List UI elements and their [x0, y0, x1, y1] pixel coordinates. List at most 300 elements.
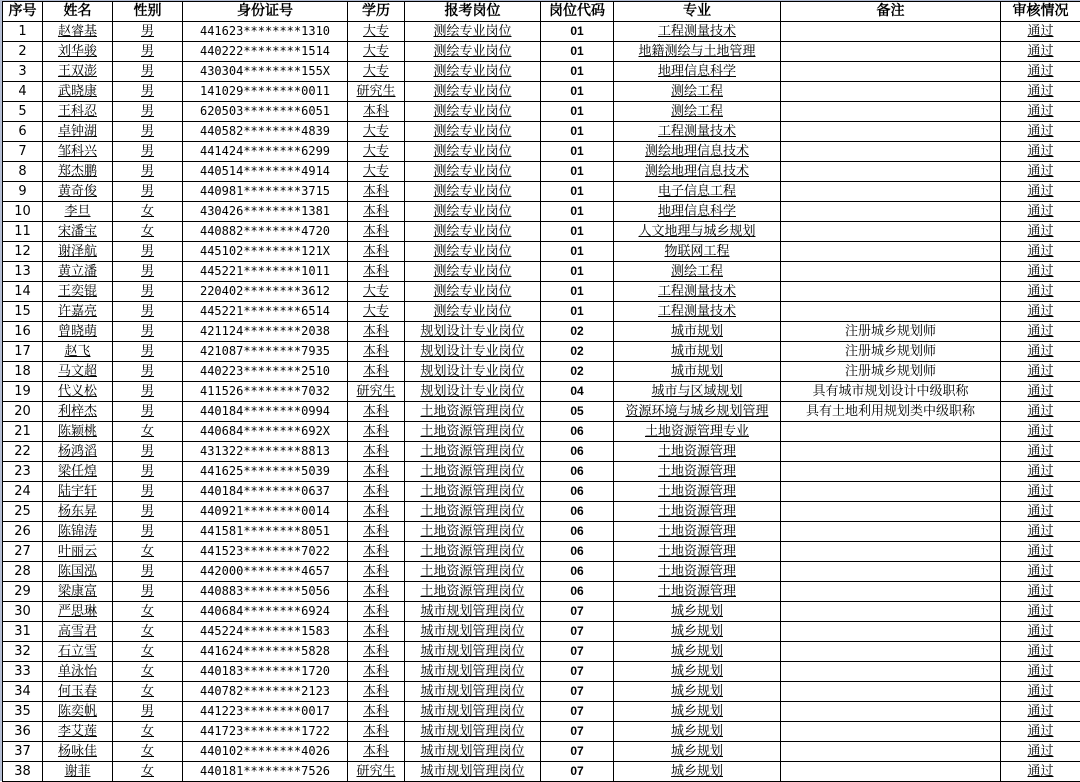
post-cell[interactable]	[405, 182, 541, 202]
seq-cell[interactable]	[3, 402, 43, 422]
note-cell[interactable]	[781, 222, 1001, 242]
name-cell[interactable]	[43, 342, 113, 362]
post-cell[interactable]	[405, 322, 541, 342]
name-cell[interactable]	[43, 262, 113, 282]
seq-cell[interactable]	[3, 322, 43, 342]
review-status-cell[interactable]	[1001, 562, 1080, 582]
education-cell[interactable]	[348, 182, 405, 202]
gender-cell[interactable]	[113, 122, 183, 142]
seq-cell[interactable]	[3, 722, 43, 742]
gender-cell[interactable]	[113, 62, 183, 82]
major-cell[interactable]	[614, 602, 781, 622]
post-cell[interactable]	[405, 662, 541, 682]
id-number-cell[interactable]	[183, 242, 348, 262]
major-cell[interactable]	[614, 542, 781, 562]
post-code-cell[interactable]	[541, 622, 614, 642]
review-status-cell[interactable]	[1001, 722, 1080, 742]
note-cell[interactable]	[781, 682, 1001, 702]
gender-cell[interactable]	[113, 562, 183, 582]
note-cell[interactable]	[781, 282, 1001, 302]
major-cell[interactable]	[614, 342, 781, 362]
major-cell[interactable]	[614, 502, 781, 522]
major-cell[interactable]	[614, 102, 781, 122]
header-review-status[interactable]: 审核情况	[1001, 2, 1080, 22]
seq-cell[interactable]	[3, 462, 43, 482]
education-cell[interactable]	[348, 322, 405, 342]
education-cell[interactable]	[348, 602, 405, 622]
name-cell[interactable]	[43, 162, 113, 182]
post-cell[interactable]	[405, 422, 541, 442]
review-status-cell[interactable]	[1001, 182, 1080, 202]
seq-cell[interactable]	[3, 642, 43, 662]
review-status-cell[interactable]	[1001, 642, 1080, 662]
id-number-cell[interactable]	[183, 522, 348, 542]
gender-cell[interactable]	[113, 742, 183, 762]
name-cell[interactable]	[43, 222, 113, 242]
post-cell[interactable]	[405, 142, 541, 162]
post-cell[interactable]	[405, 262, 541, 282]
post-cell[interactable]	[405, 282, 541, 302]
review-status-cell[interactable]	[1001, 322, 1080, 342]
name-cell[interactable]	[43, 62, 113, 82]
id-number-cell[interactable]	[183, 162, 348, 182]
major-cell[interactable]	[614, 682, 781, 702]
id-number-cell[interactable]	[183, 62, 348, 82]
note-cell[interactable]	[781, 442, 1001, 462]
name-cell[interactable]	[43, 502, 113, 522]
name-cell[interactable]	[43, 142, 113, 162]
post-code-cell[interactable]	[541, 222, 614, 242]
post-code-cell[interactable]	[541, 582, 614, 602]
seq-cell[interactable]	[3, 762, 43, 782]
education-cell[interactable]	[348, 762, 405, 782]
note-cell[interactable]	[781, 502, 1001, 522]
review-status-cell[interactable]	[1001, 622, 1080, 642]
id-number-cell[interactable]	[183, 262, 348, 282]
post-cell[interactable]	[405, 722, 541, 742]
post-code-cell[interactable]	[541, 742, 614, 762]
name-cell[interactable]	[43, 602, 113, 622]
seq-cell[interactable]	[3, 62, 43, 82]
seq-cell[interactable]	[3, 502, 43, 522]
id-number-cell[interactable]	[183, 582, 348, 602]
review-status-cell[interactable]	[1001, 522, 1080, 542]
major-cell[interactable]	[614, 82, 781, 102]
name-cell[interactable]	[43, 102, 113, 122]
education-cell[interactable]	[348, 342, 405, 362]
post-cell[interactable]	[405, 462, 541, 482]
post-cell[interactable]	[405, 362, 541, 382]
note-cell[interactable]	[781, 542, 1001, 562]
seq-cell[interactable]	[3, 202, 43, 222]
id-number-cell[interactable]	[183, 202, 348, 222]
post-cell[interactable]	[405, 762, 541, 782]
education-cell[interactable]	[348, 642, 405, 662]
post-cell[interactable]	[405, 102, 541, 122]
post-cell[interactable]	[405, 82, 541, 102]
major-cell[interactable]	[614, 122, 781, 142]
seq-cell[interactable]	[3, 222, 43, 242]
post-cell[interactable]	[405, 302, 541, 322]
review-status-cell[interactable]	[1001, 302, 1080, 322]
education-cell[interactable]	[348, 122, 405, 142]
note-cell[interactable]	[781, 482, 1001, 502]
post-cell[interactable]	[405, 342, 541, 362]
education-cell[interactable]	[348, 162, 405, 182]
education-cell[interactable]	[348, 22, 405, 42]
review-status-cell[interactable]	[1001, 702, 1080, 722]
education-cell[interactable]	[348, 742, 405, 762]
seq-cell[interactable]	[3, 242, 43, 262]
note-cell[interactable]	[781, 322, 1001, 342]
education-cell[interactable]	[348, 262, 405, 282]
id-number-cell[interactable]	[183, 22, 348, 42]
major-cell[interactable]	[614, 262, 781, 282]
post-cell[interactable]	[405, 542, 541, 562]
review-status-cell[interactable]	[1001, 402, 1080, 422]
education-cell[interactable]	[348, 242, 405, 262]
major-cell[interactable]	[614, 222, 781, 242]
post-cell[interactable]	[405, 522, 541, 542]
gender-cell[interactable]	[113, 342, 183, 362]
post-code-cell[interactable]	[541, 82, 614, 102]
id-number-cell[interactable]	[183, 82, 348, 102]
gender-cell[interactable]	[113, 262, 183, 282]
seq-cell[interactable]	[3, 302, 43, 322]
education-cell[interactable]	[348, 42, 405, 62]
post-code-cell[interactable]	[541, 142, 614, 162]
post-cell[interactable]	[405, 702, 541, 722]
seq-cell[interactable]	[3, 162, 43, 182]
seq-cell[interactable]	[3, 422, 43, 442]
gender-cell[interactable]	[113, 162, 183, 182]
seq-cell[interactable]	[3, 602, 43, 622]
seq-cell[interactable]	[3, 102, 43, 122]
note-cell[interactable]	[781, 702, 1001, 722]
name-cell[interactable]	[43, 182, 113, 202]
review-status-cell[interactable]	[1001, 502, 1080, 522]
note-cell[interactable]	[781, 42, 1001, 62]
post-code-cell[interactable]	[541, 682, 614, 702]
post-code-cell[interactable]	[541, 322, 614, 342]
education-cell[interactable]	[348, 542, 405, 562]
post-code-cell[interactable]	[541, 482, 614, 502]
post-code-cell[interactable]	[541, 442, 614, 462]
education-cell[interactable]	[348, 222, 405, 242]
gender-cell[interactable]	[113, 422, 183, 442]
name-cell[interactable]	[43, 742, 113, 762]
name-cell[interactable]	[43, 302, 113, 322]
education-cell[interactable]	[348, 702, 405, 722]
name-cell[interactable]	[43, 582, 113, 602]
post-code-cell[interactable]	[541, 282, 614, 302]
seq-cell[interactable]	[3, 382, 43, 402]
post-cell[interactable]	[405, 122, 541, 142]
major-cell[interactable]	[614, 142, 781, 162]
review-status-cell[interactable]	[1001, 102, 1080, 122]
note-cell[interactable]	[781, 242, 1001, 262]
review-status-cell[interactable]	[1001, 762, 1080, 782]
post-cell[interactable]	[405, 402, 541, 422]
name-cell[interactable]	[43, 562, 113, 582]
note-cell[interactable]	[781, 582, 1001, 602]
post-code-cell[interactable]	[541, 702, 614, 722]
education-cell[interactable]	[348, 482, 405, 502]
id-number-cell[interactable]	[183, 382, 348, 402]
name-cell[interactable]	[43, 662, 113, 682]
name-cell[interactable]	[43, 642, 113, 662]
id-number-cell[interactable]	[183, 302, 348, 322]
education-cell[interactable]	[348, 142, 405, 162]
id-number-cell[interactable]	[183, 362, 348, 382]
review-status-cell[interactable]	[1001, 262, 1080, 282]
id-number-cell[interactable]	[183, 322, 348, 342]
note-cell[interactable]	[781, 102, 1001, 122]
review-status-cell[interactable]	[1001, 442, 1080, 462]
name-cell[interactable]	[43, 422, 113, 442]
gender-cell[interactable]	[113, 382, 183, 402]
seq-cell[interactable]	[3, 482, 43, 502]
gender-cell[interactable]	[113, 322, 183, 342]
gender-cell[interactable]	[113, 462, 183, 482]
post-code-cell[interactable]	[541, 182, 614, 202]
name-cell[interactable]	[43, 722, 113, 742]
gender-cell[interactable]	[113, 362, 183, 382]
review-status-cell[interactable]	[1001, 162, 1080, 182]
post-code-cell[interactable]	[541, 562, 614, 582]
post-code-cell[interactable]	[541, 402, 614, 422]
review-status-cell[interactable]	[1001, 362, 1080, 382]
note-cell[interactable]	[781, 22, 1001, 42]
education-cell[interactable]	[348, 202, 405, 222]
review-status-cell[interactable]	[1001, 122, 1080, 142]
major-cell[interactable]	[614, 322, 781, 342]
major-cell[interactable]	[614, 562, 781, 582]
post-cell[interactable]	[405, 242, 541, 262]
name-cell[interactable]	[43, 482, 113, 502]
post-code-cell[interactable]	[541, 422, 614, 442]
gender-cell[interactable]	[113, 22, 183, 42]
seq-cell[interactable]	[3, 122, 43, 142]
header-post[interactable]: 报考岗位	[405, 2, 541, 22]
name-cell[interactable]	[43, 82, 113, 102]
header-name[interactable]: 姓名	[43, 2, 113, 22]
name-cell[interactable]	[43, 202, 113, 222]
name-cell[interactable]	[43, 382, 113, 402]
post-code-cell[interactable]	[541, 22, 614, 42]
header-note[interactable]: 备注	[781, 2, 1001, 22]
major-cell[interactable]	[614, 722, 781, 742]
gender-cell[interactable]	[113, 502, 183, 522]
review-status-cell[interactable]	[1001, 662, 1080, 682]
note-cell[interactable]	[781, 742, 1001, 762]
gender-cell[interactable]	[113, 642, 183, 662]
review-status-cell[interactable]	[1001, 202, 1080, 222]
seq-cell[interactable]	[3, 342, 43, 362]
education-cell[interactable]	[348, 282, 405, 302]
header-post-code[interactable]: 岗位代码	[541, 2, 614, 22]
review-status-cell[interactable]	[1001, 462, 1080, 482]
post-code-cell[interactable]	[541, 642, 614, 662]
post-code-cell[interactable]	[541, 362, 614, 382]
major-cell[interactable]	[614, 482, 781, 502]
seq-cell[interactable]	[3, 82, 43, 102]
gender-cell[interactable]	[113, 582, 183, 602]
note-cell[interactable]	[781, 162, 1001, 182]
note-cell[interactable]	[781, 182, 1001, 202]
gender-cell[interactable]	[113, 302, 183, 322]
major-cell[interactable]	[614, 662, 781, 682]
gender-cell[interactable]	[113, 622, 183, 642]
major-cell[interactable]	[614, 382, 781, 402]
seq-cell[interactable]	[3, 142, 43, 162]
id-number-cell[interactable]	[183, 662, 348, 682]
name-cell[interactable]	[43, 542, 113, 562]
major-cell[interactable]	[614, 422, 781, 442]
gender-cell[interactable]	[113, 242, 183, 262]
gender-cell[interactable]	[113, 662, 183, 682]
post-cell[interactable]	[405, 222, 541, 242]
post-cell[interactable]	[405, 642, 541, 662]
major-cell[interactable]	[614, 402, 781, 422]
post-code-cell[interactable]	[541, 102, 614, 122]
seq-cell[interactable]	[3, 622, 43, 642]
note-cell[interactable]	[781, 602, 1001, 622]
post-code-cell[interactable]	[541, 542, 614, 562]
gender-cell[interactable]	[113, 682, 183, 702]
education-cell[interactable]	[348, 562, 405, 582]
id-number-cell[interactable]	[183, 222, 348, 242]
note-cell[interactable]	[781, 722, 1001, 742]
id-number-cell[interactable]	[183, 442, 348, 462]
id-number-cell[interactable]	[183, 702, 348, 722]
header-id-number[interactable]: 身份证号	[183, 2, 348, 22]
id-number-cell[interactable]	[183, 742, 348, 762]
post-code-cell[interactable]	[541, 242, 614, 262]
seq-cell[interactable]	[3, 582, 43, 602]
review-status-cell[interactable]	[1001, 422, 1080, 442]
note-cell[interactable]	[781, 522, 1001, 542]
post-cell[interactable]	[405, 502, 541, 522]
gender-cell[interactable]	[113, 182, 183, 202]
post-cell[interactable]	[405, 42, 541, 62]
major-cell[interactable]	[614, 702, 781, 722]
review-status-cell[interactable]	[1001, 482, 1080, 502]
seq-cell[interactable]	[3, 702, 43, 722]
id-number-cell[interactable]	[183, 102, 348, 122]
review-status-cell[interactable]	[1001, 282, 1080, 302]
id-number-cell[interactable]	[183, 502, 348, 522]
note-cell[interactable]	[781, 402, 1001, 422]
note-cell[interactable]	[781, 362, 1001, 382]
post-code-cell[interactable]	[541, 42, 614, 62]
major-cell[interactable]	[614, 762, 781, 782]
review-status-cell[interactable]	[1001, 382, 1080, 402]
header-major[interactable]: 专业	[614, 2, 781, 22]
education-cell[interactable]	[348, 582, 405, 602]
id-number-cell[interactable]	[183, 562, 348, 582]
name-cell[interactable]	[43, 322, 113, 342]
education-cell[interactable]	[348, 522, 405, 542]
major-cell[interactable]	[614, 202, 781, 222]
major-cell[interactable]	[614, 462, 781, 482]
education-cell[interactable]	[348, 382, 405, 402]
education-cell[interactable]	[348, 442, 405, 462]
major-cell[interactable]	[614, 522, 781, 542]
education-cell[interactable]	[348, 622, 405, 642]
id-number-cell[interactable]	[183, 142, 348, 162]
name-cell[interactable]	[43, 442, 113, 462]
education-cell[interactable]	[348, 462, 405, 482]
review-status-cell[interactable]	[1001, 82, 1080, 102]
gender-cell[interactable]	[113, 402, 183, 422]
note-cell[interactable]	[781, 262, 1001, 282]
name-cell[interactable]	[43, 22, 113, 42]
name-cell[interactable]	[43, 762, 113, 782]
post-code-cell[interactable]	[541, 722, 614, 742]
seq-cell[interactable]	[3, 442, 43, 462]
name-cell[interactable]	[43, 702, 113, 722]
post-code-cell[interactable]	[541, 122, 614, 142]
id-number-cell[interactable]	[183, 542, 348, 562]
education-cell[interactable]	[348, 662, 405, 682]
post-code-cell[interactable]	[541, 502, 614, 522]
major-cell[interactable]	[614, 742, 781, 762]
education-cell[interactable]	[348, 422, 405, 442]
seq-cell[interactable]	[3, 522, 43, 542]
note-cell[interactable]	[781, 762, 1001, 782]
gender-cell[interactable]	[113, 82, 183, 102]
review-status-cell[interactable]	[1001, 222, 1080, 242]
review-status-cell[interactable]	[1001, 542, 1080, 562]
seq-cell[interactable]	[3, 182, 43, 202]
education-cell[interactable]	[348, 62, 405, 82]
education-cell[interactable]	[348, 402, 405, 422]
seq-cell[interactable]	[3, 262, 43, 282]
seq-cell[interactable]	[3, 682, 43, 702]
note-cell[interactable]	[781, 642, 1001, 662]
post-cell[interactable]	[405, 382, 541, 402]
header-education[interactable]: 学历	[348, 2, 405, 22]
note-cell[interactable]	[781, 62, 1001, 82]
post-cell[interactable]	[405, 442, 541, 462]
seq-cell[interactable]	[3, 662, 43, 682]
post-cell[interactable]	[405, 482, 541, 502]
review-status-cell[interactable]	[1001, 22, 1080, 42]
post-cell[interactable]	[405, 22, 541, 42]
post-code-cell[interactable]	[541, 302, 614, 322]
major-cell[interactable]	[614, 642, 781, 662]
education-cell[interactable]	[348, 362, 405, 382]
name-cell[interactable]	[43, 362, 113, 382]
note-cell[interactable]	[781, 422, 1001, 442]
id-number-cell[interactable]	[183, 402, 348, 422]
education-cell[interactable]	[348, 302, 405, 322]
seq-cell[interactable]	[3, 562, 43, 582]
header-seq[interactable]: 序号	[3, 2, 43, 22]
note-cell[interactable]	[781, 662, 1001, 682]
review-status-cell[interactable]	[1001, 342, 1080, 362]
id-number-cell[interactable]	[183, 762, 348, 782]
education-cell[interactable]	[348, 502, 405, 522]
major-cell[interactable]	[614, 242, 781, 262]
review-status-cell[interactable]	[1001, 62, 1080, 82]
gender-cell[interactable]	[113, 42, 183, 62]
post-code-cell[interactable]	[541, 202, 614, 222]
gender-cell[interactable]	[113, 702, 183, 722]
post-cell[interactable]	[405, 562, 541, 582]
name-cell[interactable]	[43, 682, 113, 702]
